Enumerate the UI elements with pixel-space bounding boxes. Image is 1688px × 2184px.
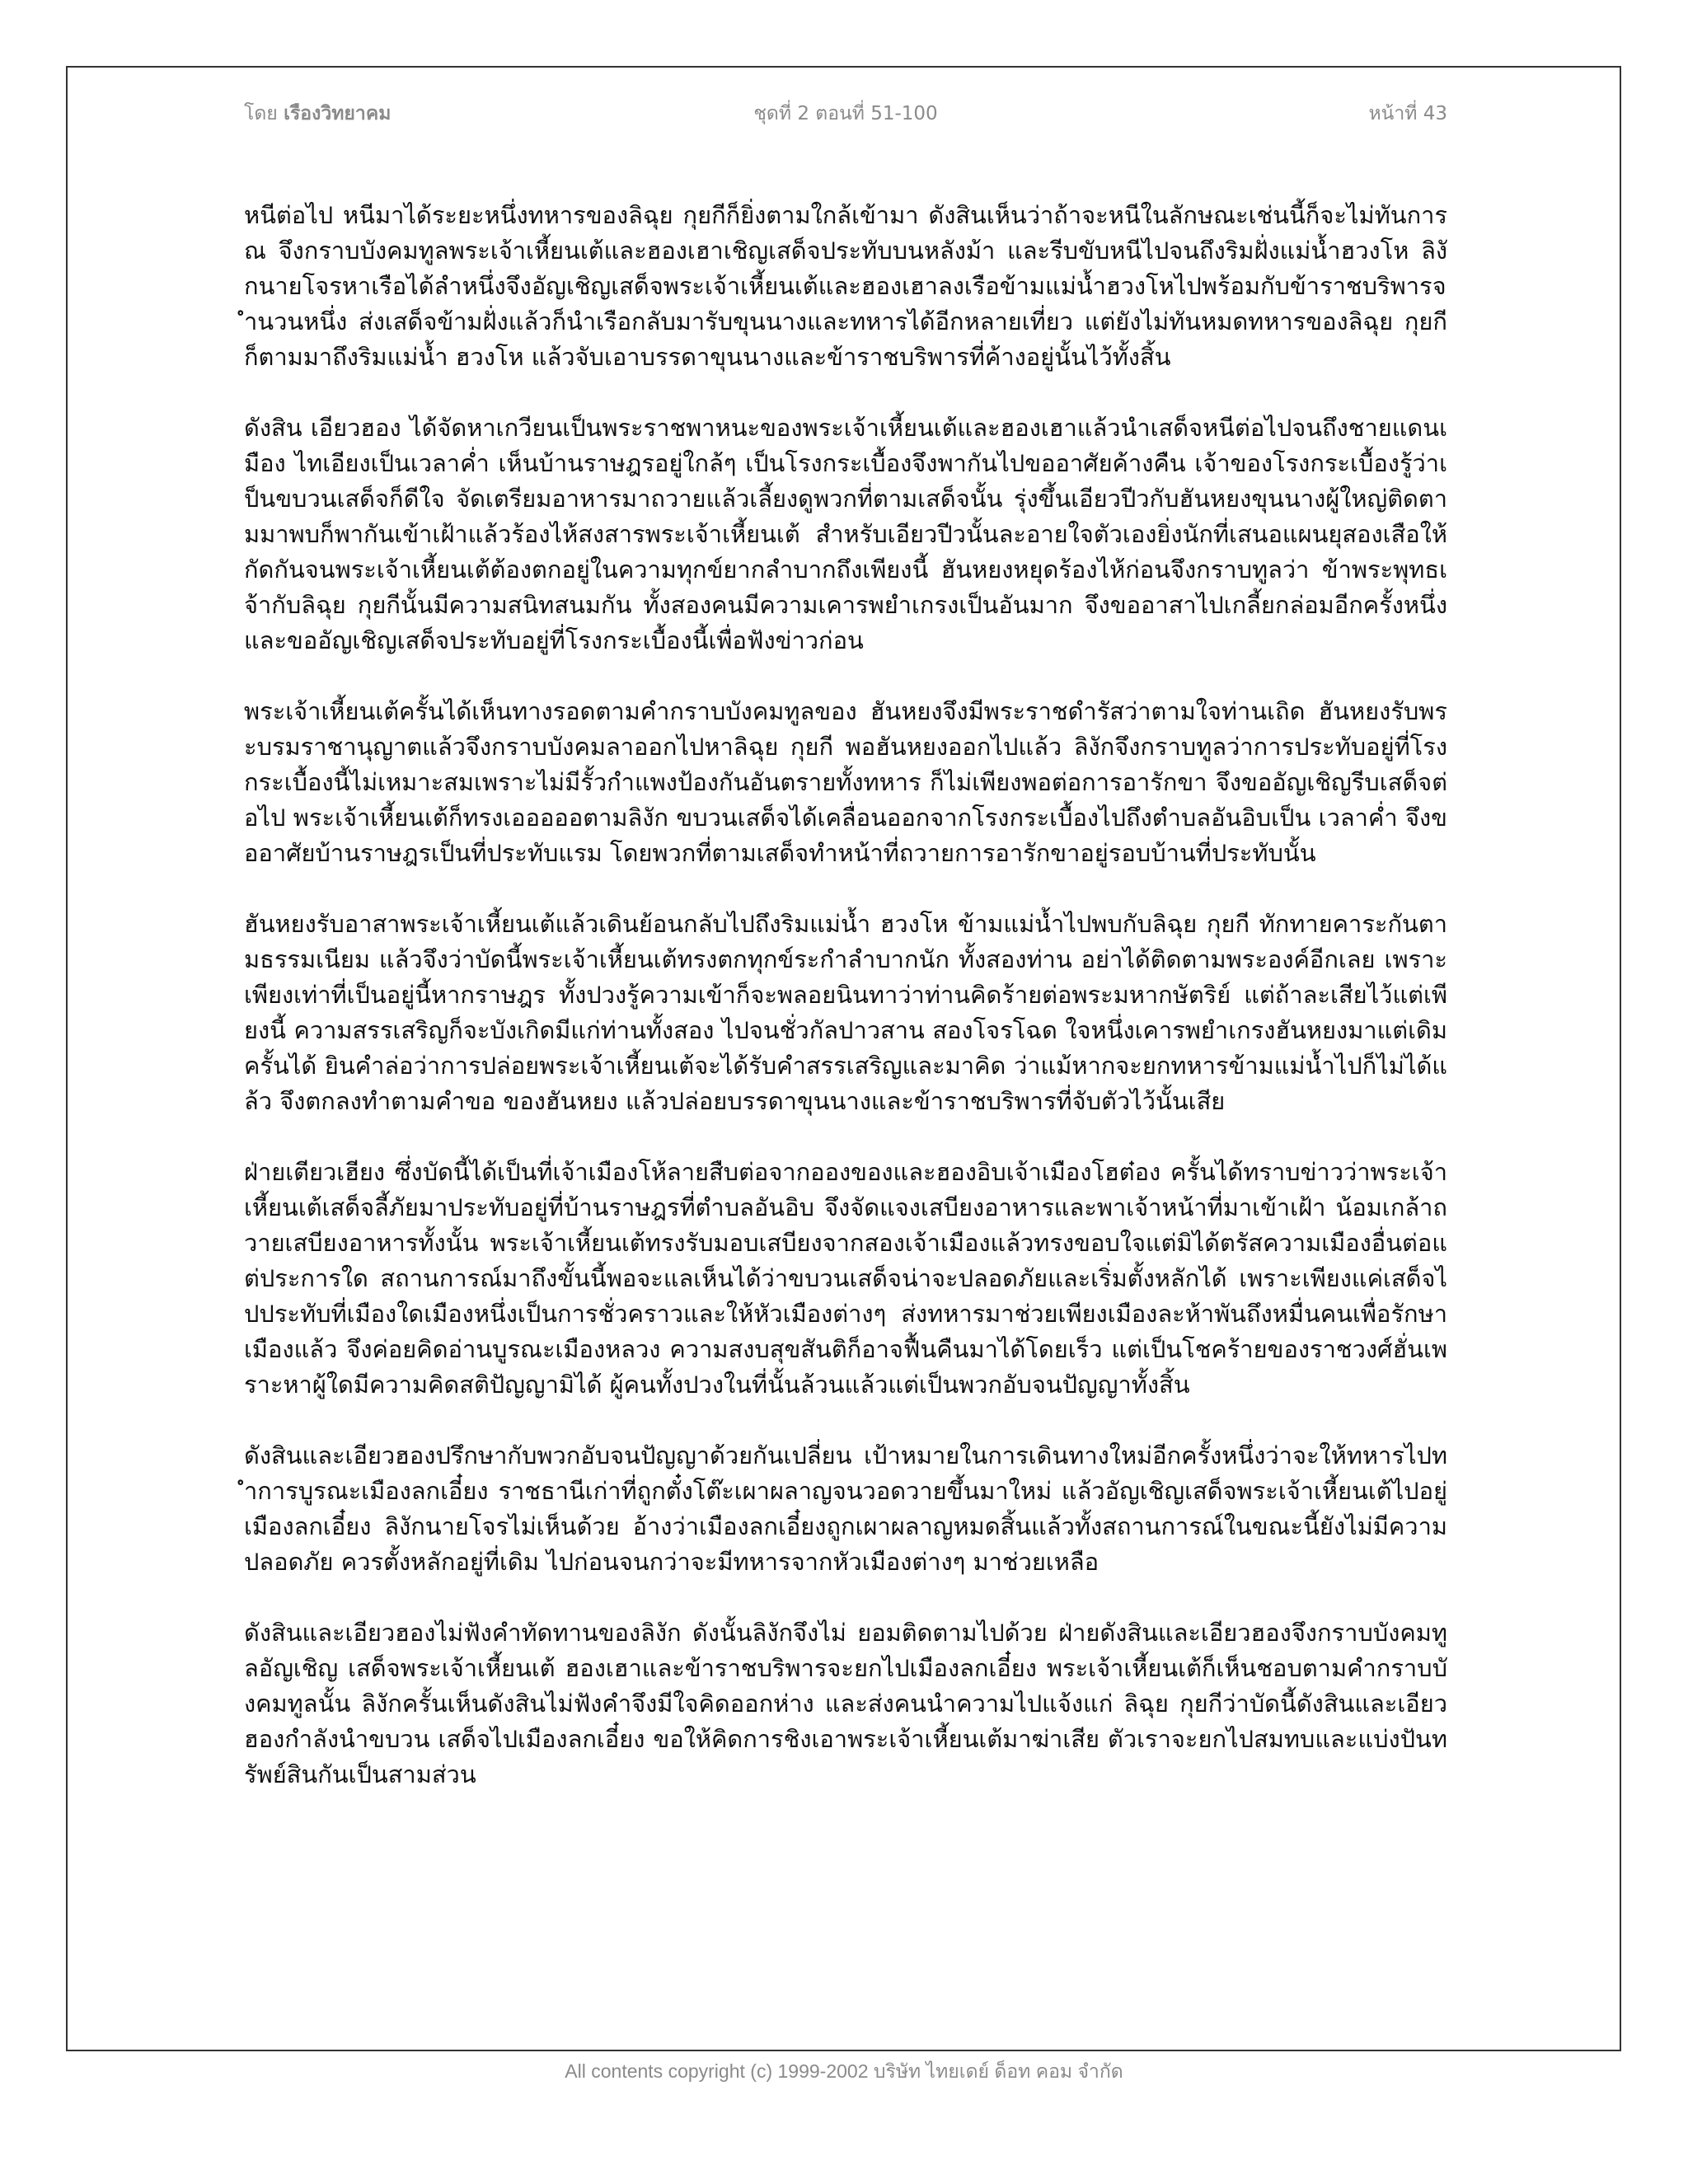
episode-label: ชุดที่ 2 ตอนที่ 51-100 (753, 103, 938, 124)
page-number: หน้าที่ 43 (1368, 103, 1447, 124)
copyright-footer: All contents copyright (c) 1999-2002 บริษัท ไทยเดย์ ด็อท คอม จำกัด (565, 2060, 1123, 2082)
story-content (244, 198, 1447, 1828)
paragraph-6: ดังสินและเอียวฮองปรึกษากับพวกอับจนปัญญาด้วยกันเปลี่ยน เป้าหมายในการเดินทางใหม่อีกครั้งหนึ่งว่าจะให้ทหารไปทำการบูรณะเมืองลกเอี๋ยง ราชธานีเก่าที่ถูกตั๋งโต๊ะเผาผลาญจนวอดวายขึ้นมาใหม่ แล้วอัญเชิญเสด็จพระเจ้าเหี้ยนเต้ไปอยู่เมืองลกเอี๋ยง ลิงักนายโจรไม่เห็นด้วย อ้างว่าเมืองลกเอี๋ยงถูกเผาผลาญหมดสิ้นแล้วทั้งสถานการณ์ในขณะนี้ยังไม่มีความปลอดภัย ควรตั้งหลักอยู่ที่เดิม ไปก่อนจนกว่าจะมีทหารจากหัวเมืองต่างๆ มาช่วยเหลือ (244, 1441, 1447, 1576)
author-name: เรืองวิทยาคม (284, 103, 392, 124)
paragraph-3: พระเจ้าเหี้ยนเต้ครั้นได้เห็นทางรอดตามคำกราบบังคมทูลของ ฮันหยงจึงมีพระราชดำรัสว่าตามใจท่านเถิด ฮันหยงรับพระบรมราชานุญาตแล้วจึงกราบบังคมลาออกไปหาลิฉุย กุยกี พอฮันหยงออกไปแล้ว ลิงักจึงกราบทูลว่าการประทับอยู่ที่โรงกระเบื้องนี้ไม่เหมาะสมเพราะไม่มีรั้วกำแพงป้องกันอันตรายทั้งทหาร ก็ไม่เพียงพอต่อการอารักขา จึงขออัญเชิญรีบเสด็จต่อไป พระเจ้าเหี้ยนเต้ก็ทรงเอออออตามลิงัก ขบวนเสด็จได้เคลื่อนออกจากโรงกระเบื้องไปถึงตำบลอันอิบเป็น เวลาค่ำ จึงขออาศัยบ้านราษฎรเป็นที่ประทับแรม โดยพวกที่ตามเสด็จทำหน้าที่ถวายการอารักขาอยู่รอบบ้านที่ประทับนั้น (244, 697, 1447, 867)
page-header (244, 99, 1447, 132)
paragraph-4: ฮันหยงรับอาสาพระเจ้าเหี้ยนเต้แล้วเดินย้อนกลับไปถึงริมแม่น้ำ ฮวงโห ข้ามแม่น้ำไปพบกับลิฉุย กุยกี ทักทายคาระกันตามธรรมเนียม แล้วจึงว่าบัดนี้พระเจ้าเหี้ยนเต้ทรงตกทุกข์ระกำลำบากนัก ทั้งสองท่าน อย่าได้ติดตามพระองค์อีกเลย เพราะเพียงเท่าที่เป็นอยู่นี้หากราษฎร ทั้งปวงรู้ความเข้าก็จะพลอยนินทาว่าท่านคิดร้ายต่อพระมหากษัตริย์ แต่ถ้าละเสียไว้แต่เพียงนี้ ความสรรเสริญก็จะบังเกิดมีแก่ท่านทั้งสอง ไปจนชั่วกัลปาวสาน สองโจรโฉด ใจหนึ่งเคารพยำเกรงฮันหยงมาแต่เดิม ครั้นได้ ยินคำล่อว่าการปล่อยพระเจ้าเหี้ยนเต้จะได้รับคำสรรเสริญและมาคิด ว่าแม้หากจะยกทหารข้ามแม่น้ำไปก็ไม่ได้แล้ว จึงตกลงทำตามคำขอ ของฮันหยง แล้วปล่อยบรรดาขุนนางและข้าราชบริพารที่จับตัวไว้นั้นเสีย (244, 910, 1447, 1115)
paragraph-5: ฝ่ายเตียวเฮียง ซึ่งบัดนี้ได้เป็นที่เจ้าเมืองโห้ลายสืบต่อจากอองของและฮองอิบเจ้าเมืองโฮต๋อง ครั้นได้ทราบข่าวว่าพระเจ้าเหี้ยนเต้เสด็จลี้ภัยมาประทับอยู่ที่บ้านราษฎรที่ตำบลอันอิบ จึงจัดแจงเสบียงอาหารและพาเจ้าหน้าที่มาเข้าเฝ้า น้อมเกล้าถวายเสบียงอาหารทั้งนั้น พระเจ้าเหี้ยนเต้ทรงรับมอบเสบียงจากสองเจ้าเมืองแล้วทรงขอบใจแต่มิได้ตรัสความเมืองอื่นต่อแต่ประการใด สถานการณ์มาถึงขั้นนี้พอจะแลเห็นได้ว่าขบวนเสด็จน่าจะปลอดภัยและเริ่มตั้งหลักได้ เพราะเพียงแค่เสด็จไปประทับที่เมืองใดเมืองหนึ่งเป็นการชั่วคราวและให้หัวเมืองต่างๆ ส่งทหารมาช่วยเพียงเมืองละห้าพันถึงหมื่นคนเพื่อรักษาเมืองแล้ว จึงค่อยคิดอ่านบูรณะเมืองหลวง ความสงบสุขสันติก็อาจฟื้นคืนมาได้โดยเร็ว แต่เป็นโชคร้ายของราชวงศ์ฮั่นเพราะหาผู้ใดมีความคิดสติปัญญามิได้ ผู้คนทั้งปวงในที่นั้นล้วนแล้วแต่เป็นพวกอับจนปัญญาทั้งสิ้น (244, 1158, 1447, 1399)
paragraph-7: ดังสินและเอียวฮองไม่ฟังคำทัดทานของลิงัก ดังนั้นลิงักจึงไม่ ยอมติดตามไปด้วย ฝ่ายดังสินและเอียวฮองจึงกราบบังคมทูลอัญเชิญ เสด็จพระเจ้าเหี้ยนเต้ ฮองเฮาและข้าราชบริพารจะยกไปเมืองลกเอี๋ยง พระเจ้าเหี้ยนเต้ก็เห็นชอบตามคำกราบบังคมทูลนั้น ลิงักครั้นเห็นดังสินไม่ฟังคำจึงมีใจคิดออกห่าง และส่งคนนำความไปแจ้งแก่ ลิฉุย กุยกีว่าบัดนี้ดังสินและเอียวฮองกำลังนำขบวน เสด็จไปเมืองลกเอี๋ยง ขอให้คิดการชิงเอาพระเจ้าเหี้ยนเต้มาฆ่าเสีย ตัวเราจะยกไปสมทบและแบ่งปันทรัพย์สินกันเป็นสามส่วน (244, 1619, 1447, 1788)
paragraph-1: หนีต่อไป หนีมาได้ระยะหนึ่งทหารของลิฉุย กุยกีก็ยิ่งตามใกล้เข้ามา ดังสินเห็นว่าถ้าจะหนีในลักษณะเช่นนี้ก็จะไม่ทันการณ จึงกราบบังคมทูลพระเจ้าเหี้ยนเต้และฮองเฮาเชิญเสด็จประทับบนหลังม้า และรีบขับหนีไปจนถึงริมฝั่งแม่น้ำฮวงโห ลิงักนายโจรหาเรือได้ลำหนึ่งจึงอัญเชิญเสด็จพระเจ้าเหี้ยนเต้และฮองเฮาลงเรือข้ามแม่น้ำฮวงโหไปพร้อมกับข้าราชบริพารจำนวนหนึ่ง ส่งเสด็จข้ามฝั่งแล้วก็นำเรือกลับมารับขุนนางและทหารได้อีกหลายเที่ยว แต่ยังไม่ทันหมดทหารของลิฉุย กุยกีก็ตามมาถึงริมแม่น้ำ ฮวงโห แล้วจับเอาบรรดาขุนนางและข้าราชบริพารที่ค้างอยู่นั้นไว้ทั้งสิ้น (244, 201, 1447, 371)
author-prefix: โดย (244, 103, 278, 124)
paragraph-2: ดังสิน เอียวฮอง ได้จัดหาเกวียนเป็นพระราชพาหนะของพระเจ้าเหี้ยนเต้และฮองเฮาแล้วนำเสด็จหนีต่อไปจนถึงชายแดนเมือง ไทเอียงเป็นเวลาค่ำ เห็นบ้านราษฎรอยู่ใกล้ๆ เป็นโรงกระเบื้องจึงพากันไปขออาศัยค้างคืน เจ้าของโรงกระเบื้องรู้ว่าเป็นขบวนเสด็จก็ดีใจ จัดเตรียมอาหารมาถวายแล้วเลี้ยงดูพวกที่ตามเสด็จนั้น รุ่งขึ้นเอียวปีวกับฮันหยงขุนนางผู้ใหญ่ติดตามมาพบก็พากันเข้าเฝ้าแล้วร้องไห้สงสารพระเจ้าเหี้ยนเต้ สำหรับเอียวปีวนั้นละอายใจตัวเองยิ่งนักที่เสนอแผนยุสองเสือให้กัดกันจนพระเจ้าเหี้ยนเต้ต้องตกอยู่ในความทุกข์ยากลำบากถึงเพียงนี้ ฮันหยงหยุดร้องไห้ก่อนจึงกราบทูลว่า ข้าพระพุทธเจ้ากับลิฉุย กุยกีนั้นมีความสนิทสนมกัน ทั้งสองคนมีความเคารพยำเกรงเป็นอันมาก จึงขออาสาไปเกลี้ยกล่อมอีกครั้งหนึ่งและขออัญเชิญเสด็จประทับอยู่ที่โรงกระเบื้องนี้เพื่อฟังข่าวก่อน (244, 414, 1447, 654)
